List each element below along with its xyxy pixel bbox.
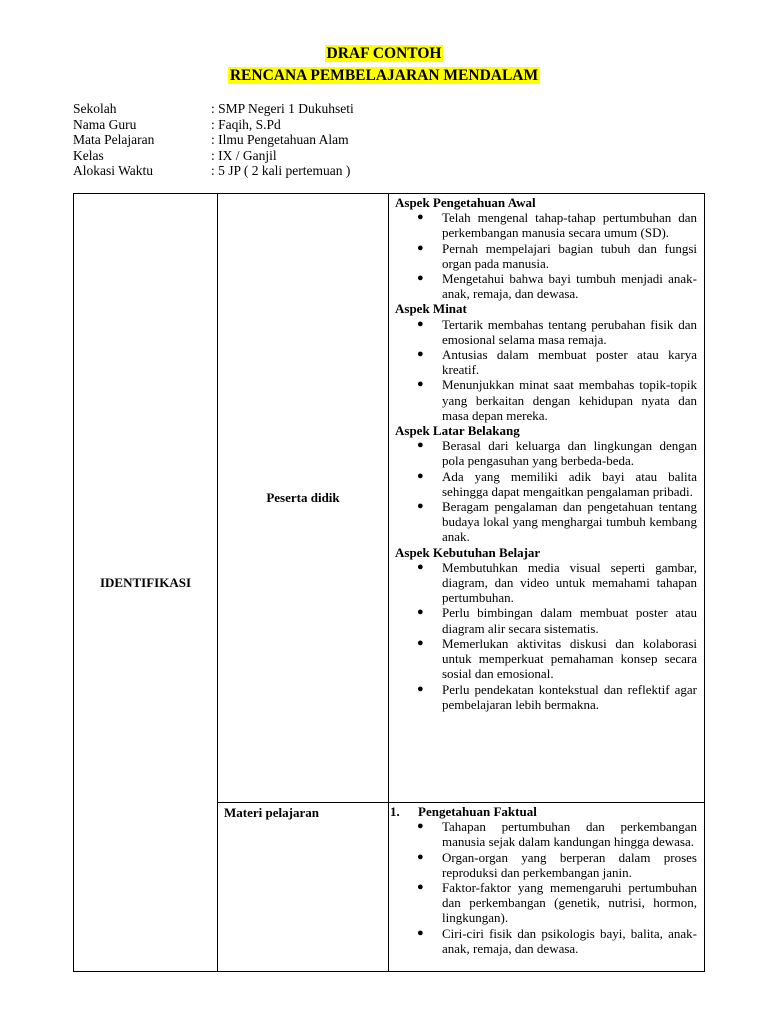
materi-content	[389, 803, 705, 972]
aspect-list	[395, 317, 697, 423]
list-item: ● Perlu pendekatan kontekstual dan reflektif agar pembelajaran lebih bermakna.	[417, 681, 697, 712]
info-label: Alokasi Waktu	[73, 163, 154, 178]
info-label: Nama Guru	[73, 116, 137, 132]
list-item: ● Ciri-ciri fisik dan psikologis bayi, balita, anak-anak, remaja, dan dewasa.	[417, 925, 697, 956]
info-row-time	[73, 163, 354, 179]
lesson-plan-table	[73, 193, 705, 972]
info-value: : Ilmu Pengetahuan Alam	[211, 132, 349, 147]
list-item: ● Tertarik membahas tentang perubahan fisik dan emosional selama masa remaja.	[417, 316, 697, 347]
list-item: ● Telah mengenal tahap-tahap pertumbuhan dan perkembangan manusia secara umum (SD).	[417, 210, 697, 241]
info-value: : Faqih, S.Pd	[211, 116, 281, 132]
row-label-materi: Materi pelajaran	[218, 803, 389, 972]
list-item: ● Antusias dalam membuat poster atau karya kreatif.	[417, 347, 697, 378]
list-item: ● Tahapan pertumbuhan dan perkembangan manusia sejak dalam kandungan hingga dewasa.	[417, 819, 697, 850]
list-item: ● Ada yang memiliki adik bayi atau balita sehingga dapat mengaitkan pengalaman pribadi.	[417, 468, 697, 499]
section-label-identifikasi: IDENTIFIKASI	[74, 194, 218, 972]
info-row-school	[73, 101, 354, 117]
info-row-subject	[73, 132, 354, 148]
materi-heading	[390, 804, 697, 819]
list-item: ● Beragam pengalaman dan pengetahuan tentang budaya lokal yang menghargai tumbuh kembang anak.	[417, 499, 697, 545]
aspect-title: Aspek Minat	[395, 301, 467, 317]
list-item: ● Organ-organ yang berperan dalam proses reproduksi dan perkembangan janin.	[417, 849, 697, 880]
aspect-list	[395, 210, 697, 301]
info-label: Sekolah	[73, 101, 117, 116]
heading-number: 1.	[390, 804, 400, 819]
materi-list	[395, 819, 697, 956]
info-value: : 5 JP ( 2 kali pertemuan )	[211, 163, 351, 178]
info-label: Kelas	[73, 147, 104, 163]
list-item: ● Pernah mempelajari bagian tubuh dan fungsi organ pada manusia.	[417, 240, 697, 271]
aspect-list	[395, 560, 697, 712]
document-subtitle: RENCANA PEMBELAJARAN MENDALAM	[229, 67, 539, 84]
list-item: ● Berasal dari keluarga dan lingkungan dengan pola pengasuhan yang berbeda-beda.	[417, 438, 697, 469]
list-item: ● Menunjukkan minat saat membahas topik-topik yang berkaitan dengan kehidupan nyata dan masa depan mereka.	[417, 377, 697, 423]
peserta-content	[389, 194, 705, 803]
identity-block	[73, 101, 354, 179]
list-item: ● Faktor-faktor yang memengaruhi pertumbuhan dan perkembangan (genetik, nutrisi, hormon, lingkungan).	[417, 880, 697, 926]
aspect-title: Aspek Latar Belakang	[395, 423, 520, 439]
document-title: DRAF CONTOH	[326, 45, 442, 62]
list-item: ● Perlu bimbingan dalam membuat poster atau diagram alir secara sistematis.	[417, 605, 697, 636]
heading-text: Pengetahuan Faktual	[418, 804, 537, 819]
list-item: ● Mengetahui bahwa bayi tumbuh menjadi anak-anak, remaja, dan dewasa.	[417, 271, 697, 302]
info-row-teacher	[73, 117, 354, 133]
info-row-class	[73, 148, 354, 164]
aspect-title: Aspek Pengetahuan Awal	[395, 195, 536, 210]
row-label-peserta: Peserta didik	[218, 194, 389, 803]
info-value: : IX / Ganjil	[211, 147, 277, 163]
info-label: Mata Pelajaran	[73, 132, 155, 147]
aspect-list	[395, 438, 697, 544]
aspect-title: Aspek Kebutuhan Belajar	[395, 544, 541, 560]
list-item: ● Memerlukan aktivitas diskusi dan kolaborasi untuk memperkuat pemahaman konsep secara sosial dan emosional.	[417, 635, 697, 682]
info-value: : SMP Negeri 1 Dukuhseti	[211, 101, 354, 116]
list-item: ● Membutuhkan media visual seperti gambar, diagram, dan video untuk memahami tahapan pertumbuhan.	[417, 559, 697, 606]
